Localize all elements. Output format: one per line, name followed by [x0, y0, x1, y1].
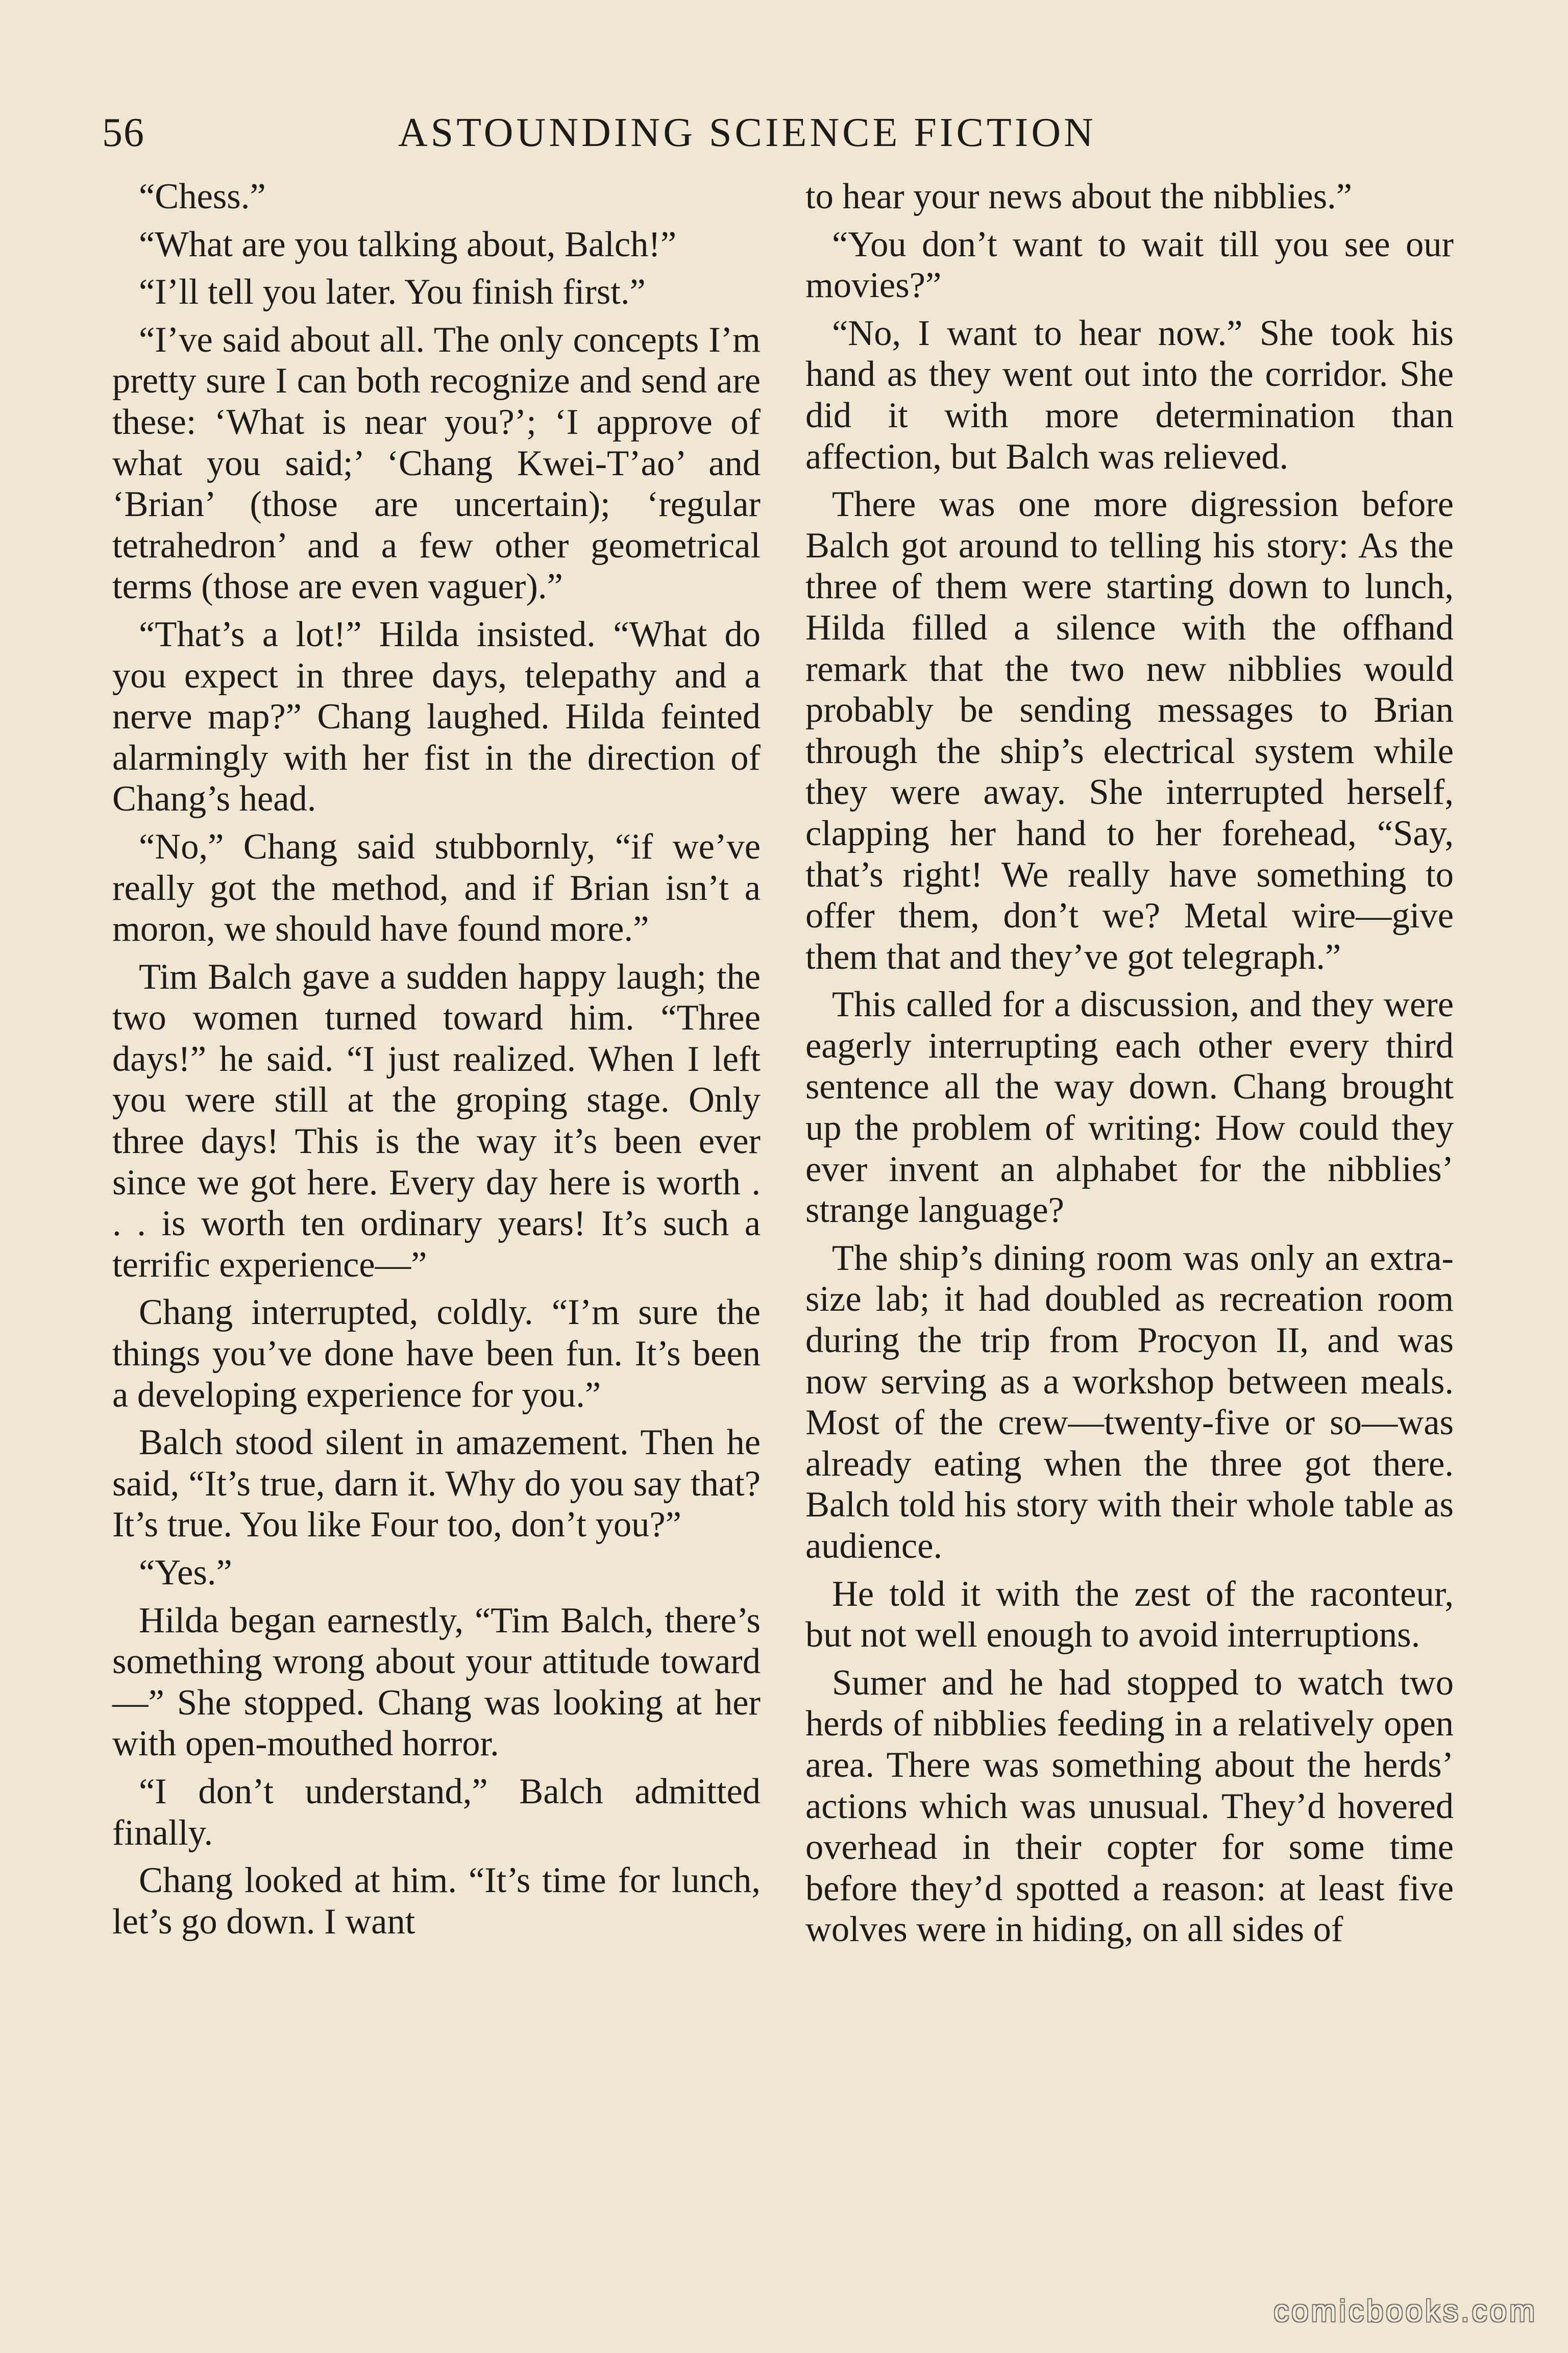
paragraph: This called for a discussion, and they were eagerly interrupting each other every third sentence all the way down. Chang brought up the problem of writing: How could they ever invent an alphabet for the nibblies’ strange language?: [805, 985, 1454, 1231]
paragraph-continued: to hear your news about the nibblies.”: [805, 177, 1352, 216]
paragraph: “I’ll tell you later. You finish first.”: [139, 272, 646, 312]
left-column: [112, 176, 761, 1949]
page-header: [102, 102, 1450, 163]
page-number: 56: [102, 110, 145, 155]
paragraph: “That’s a lot!” Hilda insisted. “What do you expect in three days, telepathy and a nerve map?” Chang laughed. Hilda feinted alarmingly with her fist in the direction of Chang’s head.: [112, 614, 761, 819]
paragraph: “What are you talking about, Balch!”: [139, 224, 677, 264]
site-watermark: comicbooks.com: [1273, 2294, 1537, 2328]
paragraph: “Chess.”: [139, 177, 266, 216]
paragraph: “I’ve said about all. The only concepts I’m pretty sure I can both recognize and send are these: ‘What is near you?’; ‘I approve of what you said;’ ‘Chang Kwei-T’ao’ and ‘Brian’ (those are uncertain); ‘regular tetrahedron’ and a few other geometrical terms (those are even vaguer).”: [112, 320, 761, 607]
paragraph: “No,” Chang said stubbornly, “if we’ve really got the method, and if Brian isn’t a moron, we should have found more.”: [112, 826, 761, 949]
paragraph: He told it with the zest of the raconteur, but not well enough to avoid interruptions.: [805, 1574, 1454, 1655]
paragraph: Chang interrupted, coldly. “I’m sure the things you’ve done have been fun. It’s been a developing experience for you.”: [112, 1292, 761, 1415]
running-head: ASTOUNDING SCIENCE FICTION: [398, 110, 1096, 155]
paragraph: Tim Balch gave a sudden happy laugh; the two women turned toward him. “Three days!” he said. “I just realized. When I left you were still at the groping stage. Only three days! This is the way it’s been ever since we got here. Every day here is worth . . . is worth ten ordinary years! It’s such a terrific experience—”: [112, 957, 761, 1285]
paragraph: “I don’t understand,” Balch admitted finally.: [112, 1771, 761, 1853]
paragraph: Balch stood silent in amazement. Then he said, “It’s true, darn it. Why do you say that? It’s true. You like Four too, don’t you?”: [112, 1423, 761, 1545]
paragraph: Hilda began earnestly, “Tim Balch, there’s something wrong about your attitude toward—” She stopped. Chang was looking at her with open-mouthed horror.: [112, 1600, 761, 1764]
paragraph: Sumer and he had stopped to watch two herds of nibblies feeding in a relatively open area. There was something about the herds’ actions which was unusual. They’d hovered overhead in their copter for some time before they’d spotted a reason: at least five wolves were in hiding, on all sides of: [805, 1662, 1454, 1950]
paragraph: “You don’t want to wait till you see our movies?”: [805, 224, 1454, 306]
paragraph: There was one more digression before Balch got around to telling his story: As the three of them were starting down to lunch, Hilda filled a silence with the offhand remark that the two new nibblies would probably be sending messages to Brian through the ship’s electrical system while they were away. She interrupted herself, clapping her hand to her forehead, “Say, that’s right! We really have something to offer them, don’t we? Metal wire—give them that and they’ve got telegraph.”: [805, 484, 1454, 977]
paragraph: “Yes.”: [139, 1553, 232, 1592]
paragraph: “No, I want to hear now.” She took his hand as they went out into the corridor. She did it with more determination than affection, but Balch was relieved.: [805, 313, 1454, 477]
right-column: [805, 176, 1454, 1957]
paragraph: Chang looked at him. “It’s time for lunch, let’s go down. I want: [112, 1860, 761, 1942]
paragraph: The ship’s dining room was only an extra-size lab; it had doubled as recreation room during the trip from Procyon II, and was now serving as a workshop between meals. Most of the crew—twenty-five or so—was already eating when the three got there. Balch told his story with their whole table as audience.: [805, 1238, 1454, 1566]
